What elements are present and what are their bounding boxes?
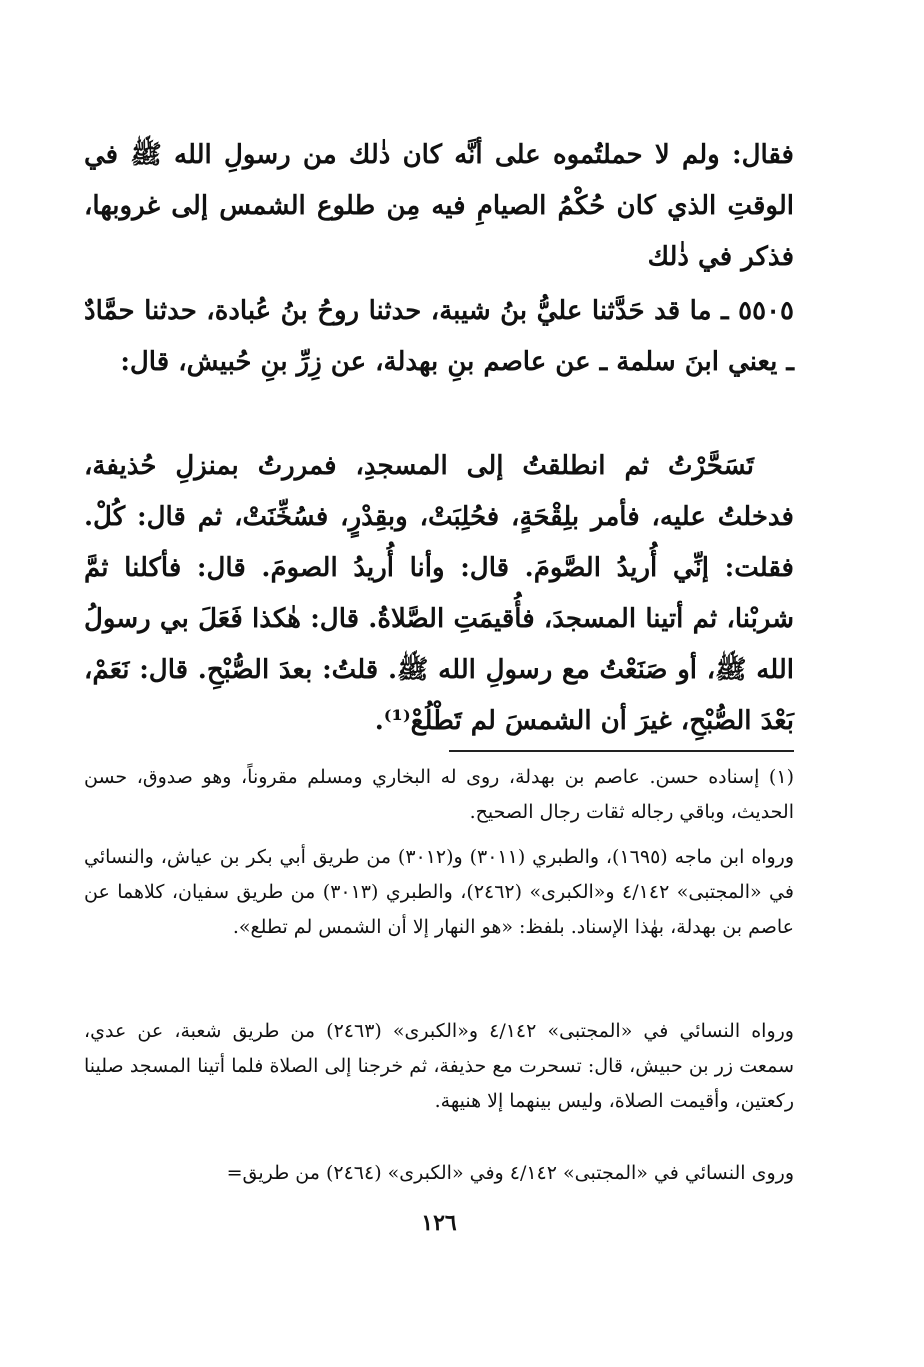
footnote-paragraph-3: ورواه النسائي في «المجتبى» ٤/١٤٢ و«الكبرى» (٢٤٦٣) من طريق شعبة، عن عدي، سمعت زر بن حبيش، قال: تسحرت مع حذيفة، ثم خرجنا إلى الصلاة فلما أتينا المسجد صلينا ركعتين، وأقيمت الصلاة، وليس بينهما إلا هنيهة. (84, 1020, 794, 1112)
hadith-chain-paragraph: ٥٥٠٥ ـ ما قد حَدَّثنا عليُّ بنُ شيبة، حدثنا روحُ بنُ عُبادة، حدثنا حمَّادٌ ـ يعني ابنَ سلمة ـ عن عاصم بنِ بهدلة، عن زِرِّ بنِ حُبيش، قال: (84, 296, 794, 377)
footnote-divider (449, 750, 794, 752)
footnote-paragraph-4: وروى النسائي في «المجتبى» ٤/١٤٢ وفي «الكبرى» (٢٤٦٤) من طريق= (226, 1162, 794, 1184)
footnote-paragraph-2: ورواه ابن ماجه (١٦٩٥)، والطبري (٣٠١١) و(٣٠١٢) من طريق أبي بكر بن عياش، والنسائي في «المجتبى» ٤/١٤٢ و«الكبرى» (٢٤٦٢)، والطبري (٣٠١٣) من طريق سفيان، كلاهما عن عاصم بن بهدلة، بهٰذا الإسناد. بلفظ: «هو النهار إلا أن الشمس لم تطلع». (84, 846, 794, 938)
hadith-text-paragraph: تَسَحَّرْتُ ثم انطلقتُ إلى المسجدِ، فمررتُ بمنزلِ حُذيفة، فدخلتُ عليه، فأمر بلِقْحَةٍ، فحُلِبَتْ، وبقِدْرٍ، فسُخِّنَتْ، ثم قال: كُلْ. فقلت: إنِّي أُريدُ الصَّومَ. قال: وأنا أُريدُ الصومَ. قال: فأكلنا ثمَّ شربْنا، ثم أتينا المسجدَ، فأُقيمَتِ الصَّلاةُ. قال: هٰكذا فَعَلَ بي رسولُ الله ﷺ، أو صَنَعْتُ مع رسولِ الله ﷺ. قلتُ: بعدَ الصُّبْحِ. قال: نَعَمْ، بَعْدَ الصُّبْحِ، غيرَ أن الشمسَ لم تَطْلُعْ⁽¹⁾. (84, 451, 794, 736)
footnote-1: (١) إسناده حسن. عاصم بن بهدلة، روى له البخاري ومسلم مقروناً، وهو صدوق، حسن الحديث، وباقي رجاله ثقات رجال الصحيح. (84, 766, 794, 823)
page-number: ١٢٦ (421, 1210, 457, 1236)
book-page (84, 0, 794, 1367)
main-paragraph-1: فقال: ولم لا حملتُموه على أنَّه كان ذٰلك من رسولِ الله ﷺ في الوقتِ الذي كان حُكْمُ الصيامِ فيه مِن طلوع الشمس إلى غروبها، فذكر في ذٰلك (84, 140, 794, 272)
